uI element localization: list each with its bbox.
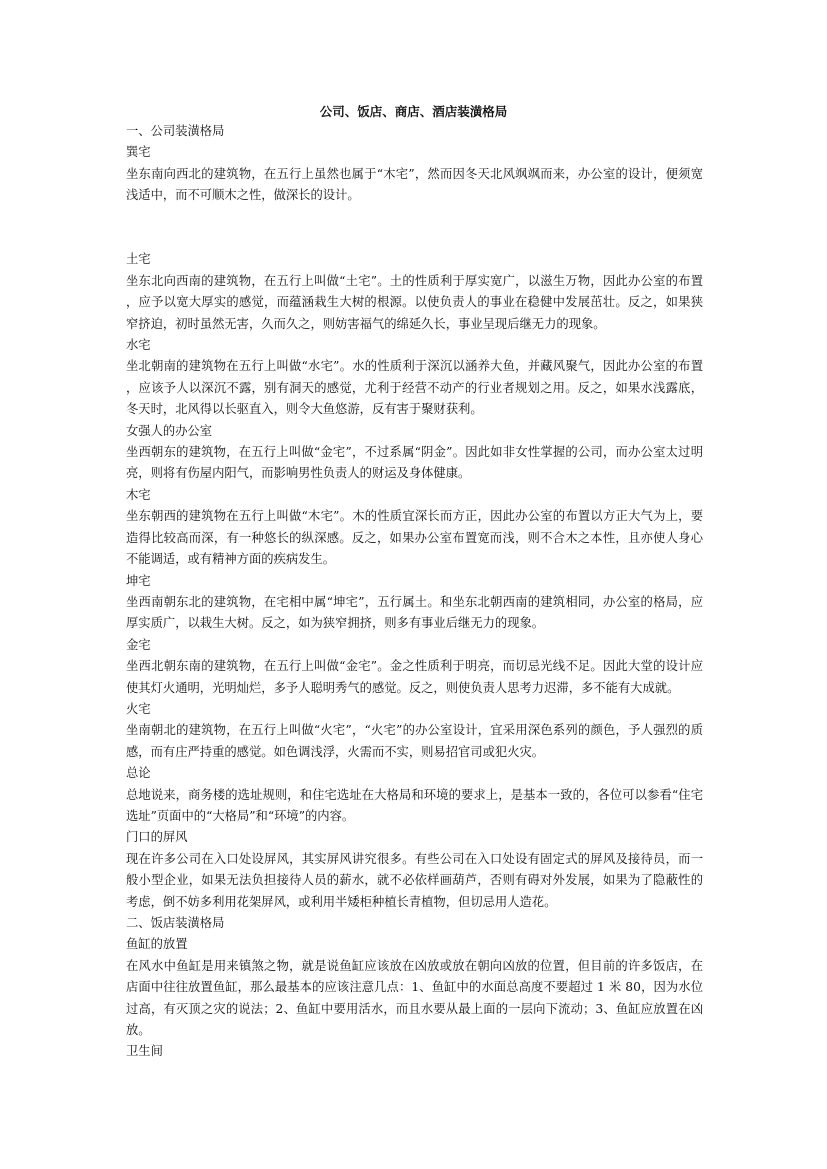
section-heading: 土宅 [126, 252, 151, 267]
section-heading: 金宅 [126, 637, 151, 652]
section-heading: 一、公司装潢格局 [126, 124, 225, 138]
document-body [126, 121, 703, 1063]
paragraph: 总地说来，商务楼的选址规则，和住宅选址在大格局和环境的要求上，是基本一致的，各位可以参看“住宅选址”页面中的“大格局”和“环境”的内容。 [126, 787, 703, 823]
section-heading: 鱼缸的放置 [126, 937, 188, 952]
section-heading: 总论 [126, 766, 151, 781]
section-heading: 门口的屏风 [126, 830, 188, 845]
paragraph: 坐东南向西北的建筑物，在五行上虽然也属于“木宅”，然而因冬天北风飒飒而来，办公室的设计，便须宽浅适中，而不可顺木之性，做深长的设计。 [126, 166, 703, 203]
paragraph: 坐西南朝东北的建筑物，在宅相中属“坤宅”，五行属土。和坐东北朝西南的建筑相同，办公室的格局，应厚实质广，以栽生大树。反之，如为狭窄拥挤，则多有事业后继无力的现象。 [126, 594, 703, 631]
paragraph: 现在许多公司在入口处设屏风，其实屏风讲究很多。有些公司在入口处设有固定式的屏风及接待员，而一般小型企业，如果无法负担接待人员的薪水，就不必依样画葫芦，否则有碍对外发展，如果为了隐蔽性的考虑，倒不妨多利用花架屏风，或利用半矮柜种植长青植物，但切忌用人造花。 [126, 851, 703, 909]
section-heading: 女强人的办公室 [126, 423, 213, 438]
section-heading: 卫生间 [126, 1044, 163, 1059]
section-heading: 二、饭店装潢格局 [126, 916, 225, 931]
paragraph: 坐北朝南的建筑物在五行上叫做“水宅”。水的性质利于深沉以涵养大鱼，并藏风聚气，因此办公室的布置，应该予人以深沉不露，别有洞天的感觉，尤利于经营不动产的行业者规划之用。反之，如果水浅露底，冬天时，北风得以长驱直入，则令大鱼悠游，反有害于聚财获利。 [126, 359, 703, 417]
section-heading: 巽宅 [126, 145, 151, 160]
blank-line [126, 207, 703, 250]
paragraph: 坐东朝西的建筑物在五行上叫做“木宅”。木的性质宜深长而方正，因此办公室的布置以方正大气为上，要造得比较高而深，有一种悠长的纵深感。反之，如果办公室布置宽而浅，则不合木之本性，且亦使人身心不能调适，或有精神方面的疾病发生。 [126, 509, 703, 567]
paragraph: 坐东北向西南的建筑物，在五行上叫做“土宅”。土的性质利于厚实宽广，以滋生万物，因此办公室的布置，应予以宽大厚实的感觉，而蕴涵栽生大树的根源。以使负责人的事业在稳健中发展茁壮。反之，如果狭窄挤迫，初时虽然无害，久而久之，则妨害福气的绵延久长，事业呈现后继无力的现象。 [126, 273, 703, 331]
paragraph: 坐西北朝东南的建筑物，在五行上叫做“金宅”。金之性质利于明亮，而切忌光线不足。因此大堂的设计应使其灯火通明，光明灿烂，多予人聪明秀气的感觉。反之，则使负责人思考力迟滞，多不能有大成就。 [126, 659, 703, 695]
section-heading: 木宅 [126, 487, 151, 502]
paragraph: 坐南朝北的建筑物，在五行上叫做“火宅”，“火宅”的办公室设计，宜采用深色系列的颜色，予人强烈的质感，而有庄严持重的感觉。如色调浅浮，火需而不实，则易招官司或犯火灾。 [126, 723, 703, 759]
document-title: 公司、饭店、商店、酒店装潢格局 [319, 104, 508, 119]
paragraph: 在风水中鱼缸是用来镇煞之物，就是说鱼缸应该放在凶放或放在朝向凶放的位置，但目前的许多饭店，在店面中往往放置鱼缸，那么最基本的应该注意几点：1、鱼缸中的水面总高度不要超过 1 米 80，因为水位过高，有灭顶之灾的说法；2、鱼缸中要用活水，而且水要从最上面的一层向下流动；3、鱼缸应放置在凶放。 [126, 958, 703, 1038]
paragraph: 坐西朝东的建筑物，在五行上叫做“金宅”，不过系属“阴金”。因此如非女性掌握的公司，而办公室太过明亮，则将有伤屋内阳气，而影响男性负责人的财运及身体健康。 [126, 445, 703, 481]
section-heading: 坤宅 [126, 573, 151, 588]
section-heading: 火宅 [126, 701, 151, 716]
section-heading: 水宅 [126, 338, 151, 353]
